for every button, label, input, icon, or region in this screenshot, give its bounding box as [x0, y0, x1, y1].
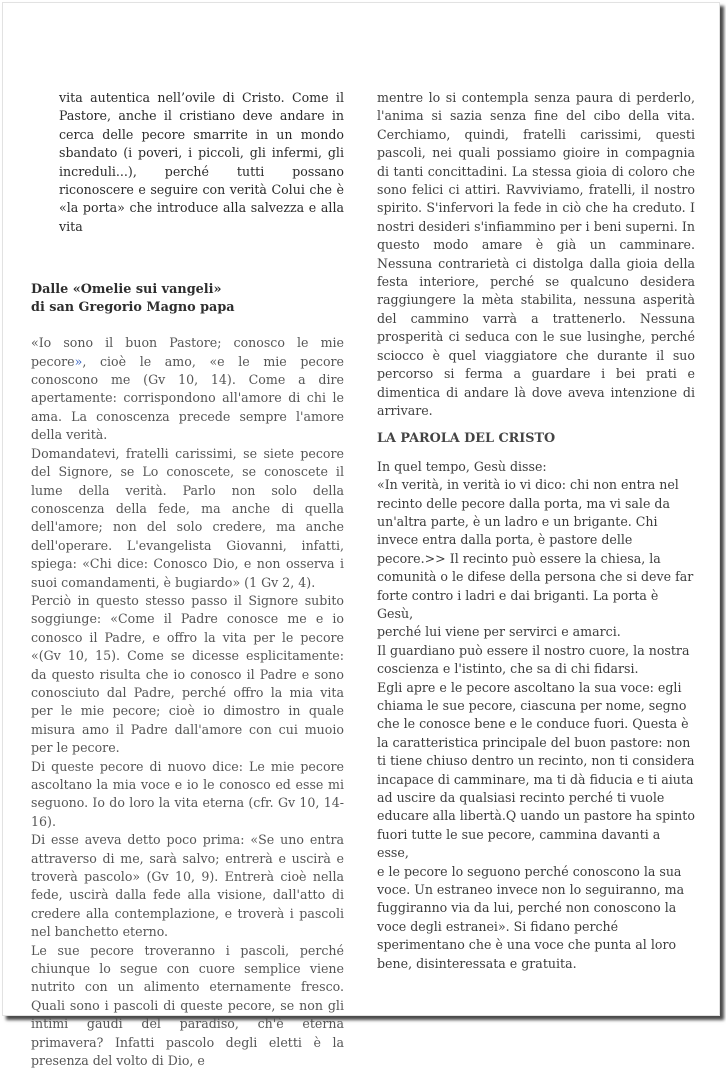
section-heading: LA PAROLA DEL CRISTO: [377, 431, 556, 447]
gospel-line: coscienza e l'istinto, che sa di chi fidarsi.: [377, 661, 639, 677]
gospel-line: pecore.>> Il recinto può essere la chiesa, la: [377, 550, 661, 566]
gospel-line: educare alla libertà.Q uando un pastore ha spinto: [377, 808, 695, 824]
homily-paragraph-5: Di esse aveva detto poco prima: «Se uno entra attraverso di me, sarà salvo; entrerà e uscirà e troverà pascolo» (Gv 10, 9). Entrerà cioè nella fede, uscirà dalla fede alla visione, dall'atto di credere alla contemplazione, e troverà i pascoli nel banchetto eterno.: [31, 832, 344, 940]
homily-paragraph-2: Domandatevi, fratelli carissimi, se siete pecore del Signore, se Lo conoscete, se conoscete il lume della verità. Parlo non solo della conoscenza della fede, ma anche di quella dell'amore; non del solo credere, ma anche dell'operare. L'evangelista Giovanni, infatti, spiega: «Chi dice: Conosco Dio, e non osserva i suoi comandamenti, è bugiardo» (1 Gv 2, 4).: [31, 445, 344, 590]
gospel-line: la caratteristica principale del buon pastore: non: [377, 734, 691, 750]
gospel-line: perché lui viene per servirci e amarci.: [377, 624, 621, 640]
gospel-line: voce degli estranei». Si fidano perché: [377, 918, 619, 934]
gospel-line: chiama le sue pecore, ciascuna per nome, segno: [377, 698, 687, 713]
gospel-line: incapace di camminare, ma ti dà fiducia e ti aiuta: [377, 771, 694, 787]
gospel-text: [377, 458, 695, 973]
closing-quote-mark: »: [74, 353, 83, 369]
gospel-line: In quel tempo, Gesù disse:: [377, 458, 547, 474]
gospel-line: e le pecore lo seguono perché conoscono la sua: [377, 863, 682, 879]
gospel-line: bene, disinteressata e gratuita.: [377, 955, 577, 971]
paragraph-text: , cioè le amo, «e le mie pecore conoscono me (Gv 10, 14). Come a dire apertamente: corrispondono all'amore di chi le ama. La conoscenza precede sempre l'amore della verità.: [31, 353, 344, 443]
paragraph-text: «Io sono il buon Pastore; conosco le mie pecore: [31, 335, 344, 369]
gospel-line: comunità o le difese della persona che si deve far: [377, 569, 694, 585]
homily-paragraph-6: Le sue pecore troveranno i pascoli, perché chiunque lo segue con cuore semplice viene nutrito con un alimento eternamente fresco. Quali sono i pascoli di queste pecore, se non gli intimi gaudi del paradiso, ch'è eterna primavera? Infatti pascolo degli eletti è la presenza del volto di Dio, e: [31, 942, 344, 1069]
gospel-line: un'altra parte, è un ladro e un brigante. Chi: [377, 513, 658, 529]
reading-title-line-2: di san Gregorio Magno papa: [31, 299, 235, 315]
page: [2, 2, 720, 1069]
reading-title-line-1: Dalle «Omelie sui vangeli»: [31, 282, 222, 298]
left-column: [31, 89, 344, 1071]
homily-paragraph-1: [31, 334, 344, 444]
intro-paragraph: vita autentica nell’ovile di Cristo. Come il Pastore, anche il cristiano deve andare in cerca delle pecore smarrite in un mondo sbandato (i poveri, i piccoli, gli infermi, gli increduli...), perché tutti possano riconoscere e seguire con verità Colui che è «la porta» che introduce alla salvezza e alla vita: [59, 90, 344, 234]
gospel-line: Il guardiano può essere il nostro cuore, la nostra: [377, 642, 690, 658]
gospel-line: fuori tutte le sue pecore, cammina davanti a esse,: [377, 826, 661, 861]
gospel-line: invece entra dalla porta, è pastore delle: [377, 532, 633, 548]
gospel-line: ti tiene chiuso dentro un recinto, non ti considera: [377, 753, 695, 769]
gospel-line: Egli apre e le pecore ascoltano la sua voce: egli: [377, 679, 682, 695]
gospel-line: «In verità, in verità io vi dico: chi non entra nel: [377, 477, 679, 493]
gospel-line: che le conosce bene e le conduce fuori. Questa è: [377, 716, 689, 732]
gospel-line: voce. Un estraneo invece non lo seguiranno, ma: [377, 882, 685, 898]
homily-paragraph-3: Perciò in questo stesso passo il Signore subito soggiunge: «Come il Padre conosce me e io conosco il Padre, e offro la vita per le pecore «(Gv 10, 15). Come se dicesse esplicitamente: da questo risulta che io conosco il Padre e sono conosciuto dal Padre, perché offro la mia vita per le mie pecore; cioè io dimostro in quale misura amo il Padre dall'amore con cui muoio per le pecore.: [31, 592, 344, 756]
right-column: [377, 89, 695, 973]
reading-title: [31, 281, 344, 316]
homily-continuation: mentre lo si contempla senza paura di perderlo, l'anima si sazia senza fine del cibo della vita. Cerchiamo, quindi, fratelli carissimi, questi pascoli, nei quali possiamo gioire in compagnia di tanti concittadini. La stessa gioia di coloro che sono felici ci attiri. Ravviviamo, fratelli, il nostro spirito. S'infervori la fede in ciò che ha creduto. I nostri desideri s'infiammino per i beni superni. In questo modo amare è già un camminare. Nessuna contrarietà ci distolga dalla gioia della festa interiore, perché se qualcuno desidera raggiungere la mèta stabilita, nessuna asperità del cammino varrà a trattenerlo. Nessuna prosperità ci seduca con le sue lusinghe, perché sciocco è quel viaggiatore che durante il suo percorso si ferma a guardare i bei prati e dimentica di andare là dove aveva intenzione di arrivare.: [377, 90, 695, 418]
gospel-line: sperimentano che è una voce che punta al loro: [377, 937, 677, 953]
gospel-line: fuggiranno via da lui, perché non conoscono la: [377, 900, 677, 916]
gospel-line: ad uscire da qualsiasi recinto perché ti vuole: [377, 790, 665, 806]
gospel-line: forte contro i ladri e dai briganti. La porta è Gesù,: [377, 587, 659, 621]
homily-paragraph-4: Di queste pecore di nuovo dice: Le mie pecore ascoltano la mia voce e io le conosco ed esse mi seguono. Io do loro la vita eterna (cfr. Gv 10, 14-16).: [31, 758, 344, 829]
gospel-line: recinto delle pecore dalla porta, ma vi sale da: [377, 495, 670, 511]
